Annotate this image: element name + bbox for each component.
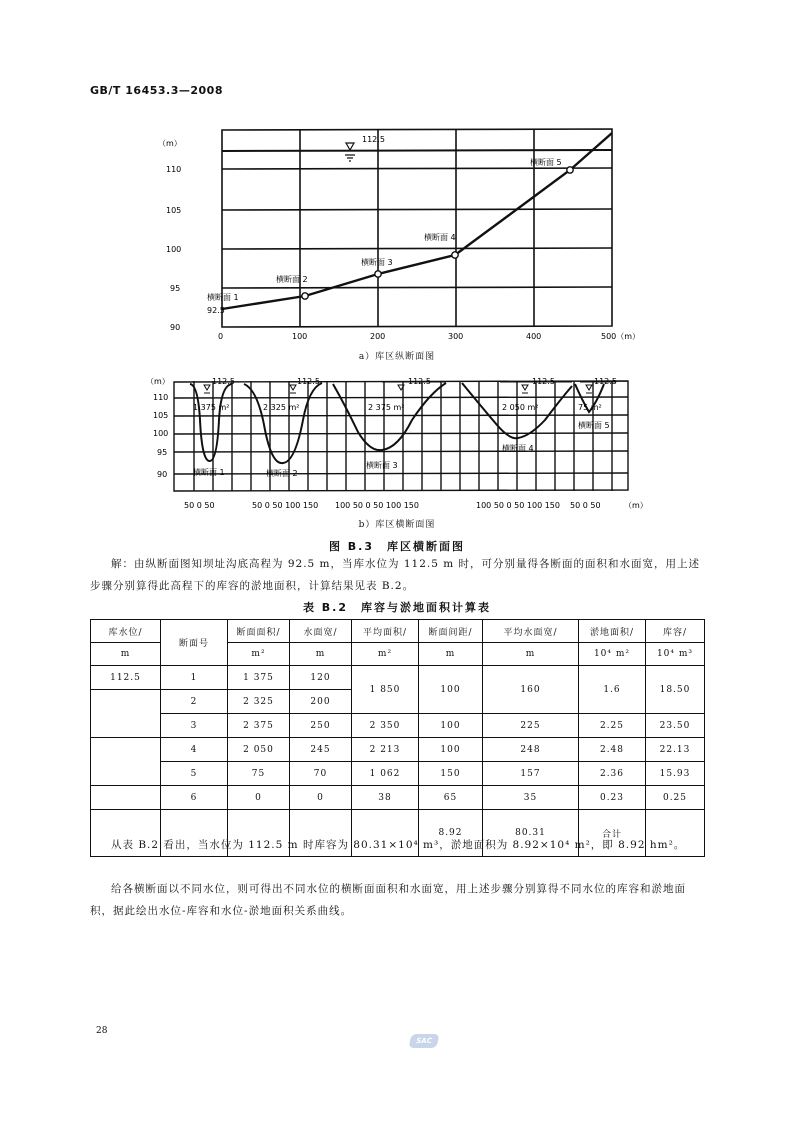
table-row: 6 0 0 38 65 35 0.23 0.25 — [91, 786, 705, 810]
water-level-label: 112.5 — [362, 135, 385, 144]
svg-text:（m）: （m） — [146, 377, 170, 386]
table-row: 2 2 325 200 — [91, 690, 705, 714]
header-width: 水面宽/ — [290, 620, 352, 643]
paragraph-3: 给各横断面以不同水位，则可得出不同水位的横断面面积和水面宽，用上述步骤分别算得不同水位的库容和淤地面积，据此绘出水位-库容和水位-淤地面积关系曲线。 — [90, 883, 686, 917]
water-level-symbol — [345, 143, 355, 161]
header-section: 断面号 — [161, 620, 228, 666]
longitudinal-profile-chart — [150, 125, 641, 365]
table-row: 3 2 375 250 2 350 100 225 2.25 23.50 — [91, 714, 705, 738]
header-level: 库水位/ — [91, 620, 161, 643]
svg-text:112.5: 112.5 — [594, 377, 617, 386]
svg-text:200: 200 — [370, 332, 386, 341]
svg-text:105: 105 — [166, 206, 182, 215]
table-row: 112.5 1 1 375 120 1 850 100 160 1.6 18.50 — [91, 666, 705, 690]
svg-text:112.5: 112.5 — [408, 377, 431, 386]
svg-text:2 375 m²: 2 375 m² — [368, 403, 405, 412]
svg-text:112.5: 112.5 — [212, 377, 235, 386]
svg-text:（m）: （m） — [624, 501, 648, 510]
svg-text:75 m²: 75 m² — [578, 403, 602, 412]
svg-text:110: 110 — [153, 393, 169, 402]
header-distance: 断面间距/ — [419, 620, 483, 643]
header-avg-area: 平均面积/ — [352, 620, 419, 643]
section-label-1: 横断面 1 — [207, 293, 239, 302]
svg-text:100: 100 — [166, 245, 182, 254]
svg-text:2 050 m²: 2 050 m² — [502, 403, 539, 412]
grid-105 — [222, 209, 612, 210]
header-silt-area: 淤地面积/ — [579, 620, 646, 643]
svg-text:50 0 50: 50 0 50 — [184, 501, 215, 510]
svg-text:110: 110 — [166, 165, 182, 174]
section-label-4: 横断面 4 — [424, 233, 456, 242]
section-label-2: 横断面 2 — [276, 275, 308, 284]
svg-text:50 0 50 100 150: 50 0 50 100 150 — [252, 501, 319, 510]
svg-text:100 50 0 50 100 150: 100 50 0 50 100 150 — [335, 501, 419, 510]
cross-label-1: 横断面 1 — [193, 468, 225, 477]
svg-text:90: 90 — [170, 323, 181, 332]
table-title: 表 B.2 库容与淤地面积计算表 — [302, 601, 492, 614]
svg-text:112.5: 112.5 — [532, 377, 555, 386]
section-label-3: 横断面 3 — [361, 258, 393, 267]
svg-text:0: 0 — [218, 332, 224, 341]
grid-110 — [222, 168, 612, 169]
header-capacity: 库容/ — [646, 620, 705, 643]
calculation-table: 库水位/ 断面号 断面面积/ 水面宽/ 平均面积/ 断面间距/ 平均水面宽/ 淤地面积/ 库容/ m m² m m² m m 10⁴ m² 10⁴ m³ 112.5 1 1 375 120 1 850 100 160 1.6 18.50 2 2 325 200 3 2 375 250 2 350 100 225 2.25 23.50 4 2 050 245 2 213 100 248 2.48 22.13 5 75 70 1 062 150 157 2.36 15.93 6 0 0 38 65 35 0.23 0.25 8.92 80.31 合计 — [90, 619, 705, 857]
section-point-5 — [567, 167, 573, 173]
start-elevation-label: 92.5 — [207, 306, 225, 315]
svg-text:112.5: 112.5 — [297, 377, 320, 386]
water-level-symbols — [204, 385, 592, 393]
section-point-3 — [375, 271, 381, 277]
section-label-5: 横断面 5 — [530, 158, 562, 167]
cross-section-3 — [333, 383, 446, 450]
page-number: 28 — [96, 1026, 108, 1036]
svg-text:95: 95 — [157, 448, 168, 457]
paragraph-1: 解：由纵断面图知坝址沟底高程为 92.5 m，当库水位为 112.5 m 时，可分别量得各断面的面积和水面宽，用上述步骤分别算得此高程下的库容的淤地面积，计算结果见表 B.2。 — [90, 558, 701, 592]
section-point-4 — [452, 252, 458, 258]
svg-text:95: 95 — [170, 284, 181, 293]
svg-text:400: 400 — [526, 332, 542, 341]
table-total-row: 合计 — [91, 810, 705, 857]
figure-a-caption: a）库区纵断面图 — [358, 352, 436, 362]
paragraph-2: 从表 B.2 看出，当水位为 112.5 m 时库容为 80.31×10⁴ m³，淤地面积为 8.92×10⁴ m²，即 8.92 hm²。 — [111, 839, 686, 851]
cross-label-2: 横断面 2 — [266, 469, 298, 478]
cross-label-5: 横断面 5 — [578, 421, 610, 430]
table-row: 5 75 70 1 062 150 157 2.36 15.93 — [91, 762, 705, 786]
svg-text:90: 90 — [157, 470, 168, 479]
table-row: 4 2 050 245 2 213 100 248 2.48 22.13 — [91, 738, 705, 762]
header-avg-width: 平均水面宽/ — [483, 620, 579, 643]
svg-text:50 0 50: 50 0 50 — [570, 501, 601, 510]
svg-text:100: 100 — [153, 429, 169, 438]
svg-text:500（m）: 500（m） — [601, 332, 641, 341]
figure-b-caption: b）库区横断面图 — [358, 520, 436, 530]
cross-section-1 — [190, 384, 232, 461]
grid-95 — [222, 287, 612, 288]
cross-section-chart — [140, 370, 660, 520]
cross-label-3: 横断面 3 — [366, 461, 398, 470]
svg-text:100: 100 — [292, 332, 308, 341]
grid-100 — [222, 248, 612, 249]
svg-text:100 50 0 50 100 150: 100 50 0 50 100 150 — [476, 501, 560, 510]
svg-text:1 375 m²: 1 375 m² — [193, 403, 230, 412]
svg-text:300: 300 — [448, 332, 464, 341]
figure-caption: 图 B.3 库区横断面图 — [328, 540, 466, 553]
svg-text:105: 105 — [153, 411, 169, 420]
header-area: 断面面积/ — [228, 620, 290, 643]
sac-logo: SAC — [409, 1034, 440, 1048]
section-point-2 — [302, 293, 308, 299]
y-unit-label: （m） — [158, 139, 182, 148]
cross-label-4: 横断面 4 — [502, 444, 534, 453]
document-code: GB/T 16453.3—2008 — [90, 84, 223, 97]
svg-text:2 325 m²: 2 325 m² — [263, 403, 300, 412]
